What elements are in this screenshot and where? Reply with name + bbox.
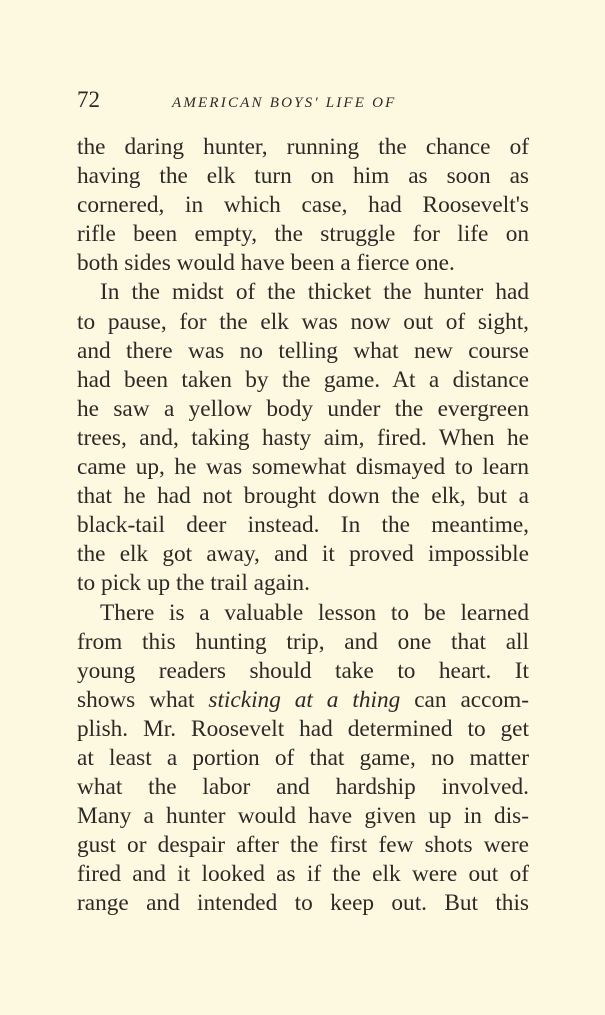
text-line: gust or despair after the first few shots were — [77, 832, 529, 859]
text-line: cornered, in which case, had Roosevelt's — [77, 192, 529, 219]
text-line: range and intended to keep out. But this — [77, 890, 529, 917]
text-line: young readers should take to heart. It — [77, 657, 529, 684]
text-line: trees, and, taking hasty aim, fired. When he — [77, 424, 529, 451]
text-line: Many a hunter would have given up in dis- — [77, 803, 529, 830]
text-line: he saw a yellow body under the evergreen — [77, 395, 529, 422]
page-number: 72 — [77, 87, 100, 112]
text-line: fired and it looked as if the elk were out of — [77, 861, 529, 888]
text-line: to pick up the trail again. — [77, 570, 310, 597]
text-line: to pause, for the elk was now out of sight, — [77, 308, 529, 335]
body-text — [77, 133, 529, 919]
text-line: from this hunting trip, and one that all — [77, 628, 529, 655]
text-line: the daring hunter, running the chance of — [77, 134, 529, 160]
text-line: what the labor and hardship involved. — [77, 774, 529, 801]
text-line: black-tail deer instead. In the meantime, — [77, 512, 529, 539]
text-fragment: shows what — [77, 686, 195, 713]
text-line: and there was no telling what new course — [77, 337, 529, 364]
text-line: both sides would have been a fierce one. — [77, 250, 455, 277]
text-fragment: can accom- — [414, 686, 529, 713]
text-line: There is a valuable lesson to be learned — [100, 599, 529, 626]
text-line: the elk got away, and it proved impossible — [77, 541, 529, 568]
text-line: at least a portion of that game, no matter — [77, 744, 529, 771]
text-line: that he had not brought down the elk, but a — [77, 483, 529, 510]
running-header — [77, 85, 529, 115]
text-line: had been taken by the game. At a distance — [77, 366, 529, 393]
text-line: having the elk turn on him as soon as — [77, 163, 529, 190]
text-line: came up, he was somewhat dismayed to learn — [77, 454, 529, 481]
text-line: rifle been empty, the struggle for life on — [77, 221, 529, 248]
text-line: In the midst of the thicket the hunter had — [100, 279, 529, 306]
running-title: AMERICAN BOYS' LIFE OF — [172, 95, 397, 111]
text-line-with-emphasis — [77, 686, 529, 715]
emphasis-text: sticking at a thing — [208, 686, 401, 713]
text-line: plish. Mr. Roosevelt had determined to get — [77, 715, 529, 742]
